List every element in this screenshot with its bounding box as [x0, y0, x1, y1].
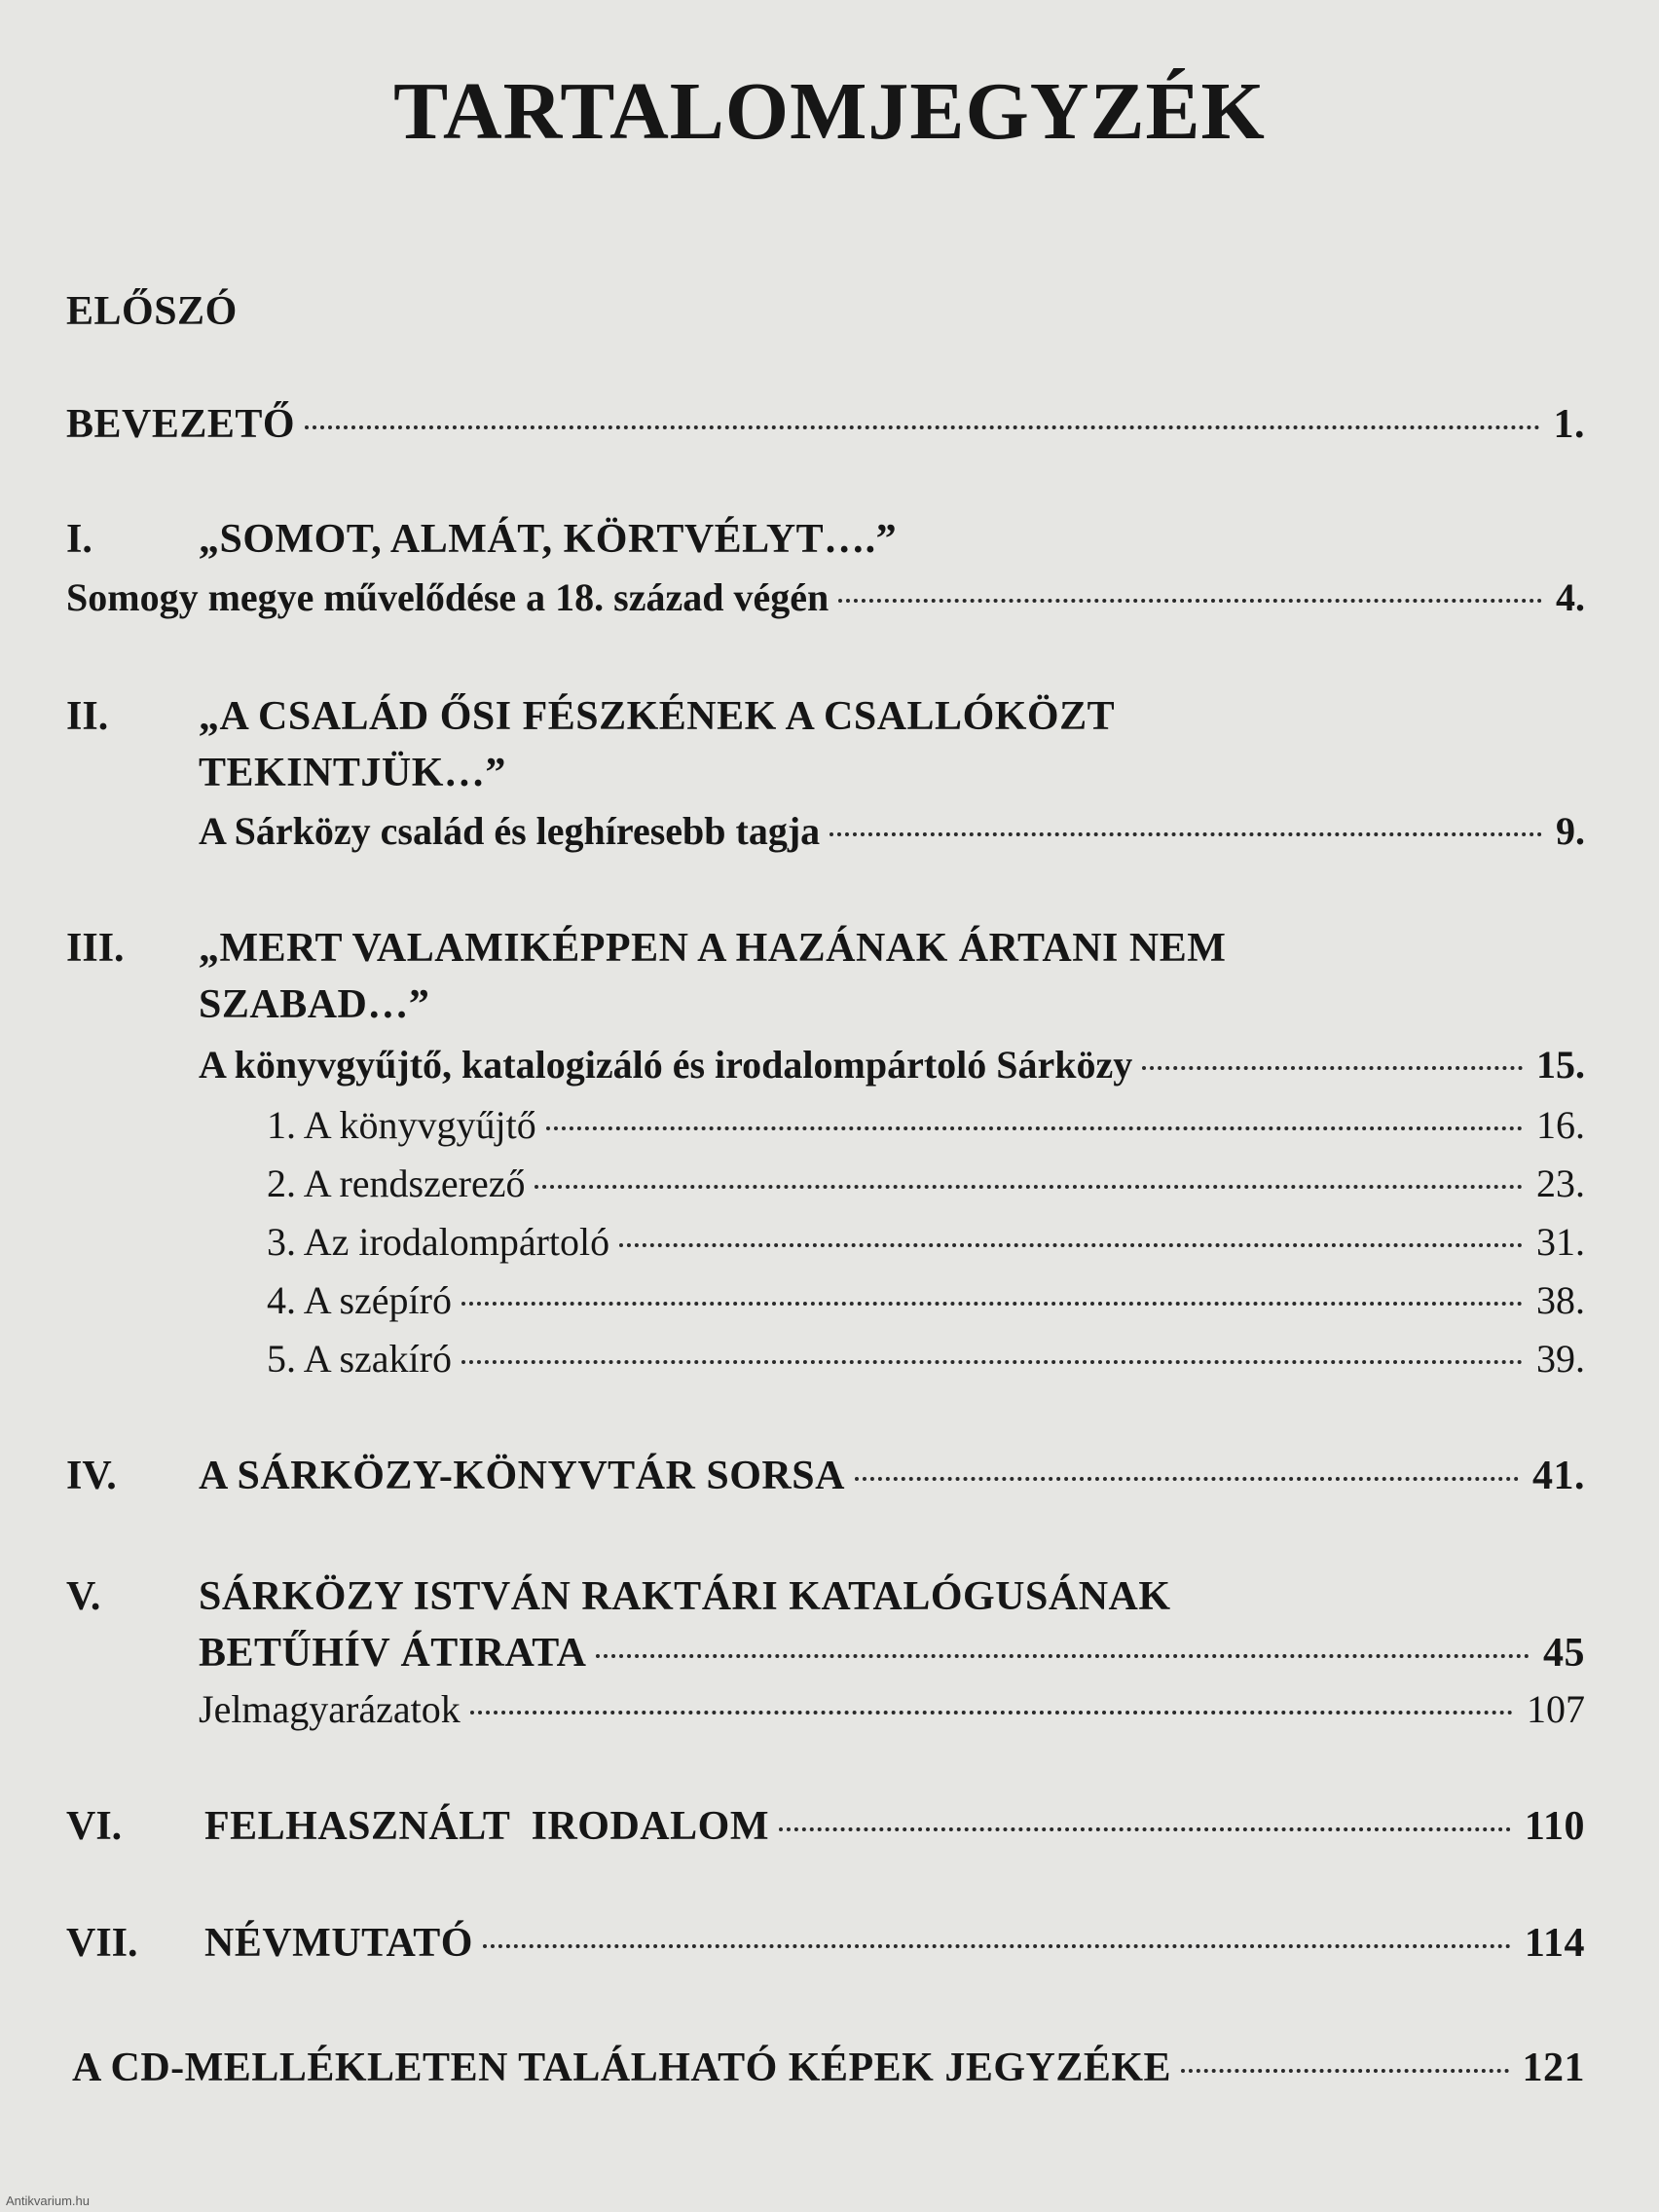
- chapter-number: V.: [66, 1574, 101, 1619]
- entry-label: NÉVMUTATÓ: [204, 1921, 473, 1966]
- toc-entry-ch6: [204, 1803, 1585, 1850]
- toc-entry-ch1-title: [199, 516, 897, 563]
- dot-leader: [470, 1711, 1513, 1714]
- chapter-number: III.: [66, 926, 125, 971]
- toc-entry-eloszo: [66, 288, 238, 335]
- toc-section-5: [267, 1336, 1585, 1382]
- toc-entry-ch2-title-line2: [199, 750, 506, 796]
- section-label: 4. A szépíró: [267, 1278, 452, 1322]
- chapter-number: IV.: [66, 1454, 117, 1498]
- entry-label: SZABAD…”: [199, 982, 430, 1027]
- page-number: 31.: [1536, 1220, 1585, 1264]
- dot-leader: [483, 1944, 1511, 1948]
- toc-entry-ch1-subtitle: [66, 574, 1585, 621]
- entry-label: „A CSALÁD ŐSI FÉSZKÉNEK A CSALLÓKÖZT: [199, 694, 1116, 739]
- toc-entry-ch5-title-line2: [199, 1630, 1585, 1677]
- page-number: 45: [1543, 1631, 1585, 1676]
- dot-leader: [838, 599, 1542, 603]
- page-number: 41.: [1532, 1454, 1585, 1498]
- dot-leader: [535, 1185, 1523, 1189]
- entry-label: A könyvgyűjtő, katalogizáló és irodalompártoló Sárközy: [199, 1043, 1133, 1087]
- toc-section-1: [267, 1102, 1585, 1149]
- toc-entry-ch3-title-line2: [199, 981, 429, 1028]
- toc-entry-ch3-subtitle: [199, 1042, 1585, 1088]
- page-title: TARTALOMJEGYZÉK: [393, 66, 1266, 157]
- toc-section-3: [267, 1219, 1585, 1266]
- page-number: 23.: [1536, 1161, 1585, 1205]
- toc-entry-ch5-title-line1: [199, 1573, 1171, 1620]
- entry-label: FELHASZNÁLT IRODALOM: [204, 1804, 769, 1849]
- page-number: 15.: [1536, 1043, 1585, 1087]
- entry-label: A CD-MELLÉKLETEN TALÁLHATÓ KÉPEK JEGYZÉKE: [72, 2046, 1172, 2090]
- toc-entry-bevezeto: [66, 401, 1585, 448]
- toc-entry-ch3-title-line1: [199, 925, 1226, 972]
- dot-leader: [1142, 1066, 1523, 1070]
- dot-leader: [596, 1654, 1530, 1658]
- section-label: 2. A rendszerező: [267, 1161, 526, 1205]
- entry-label: „SOMOT, ALMÁT, KÖRTVÉLYT….”: [199, 517, 898, 562]
- entry-label: BETŰHÍV ÁTIRATA: [199, 1631, 587, 1676]
- dot-leader: [305, 425, 1539, 429]
- section-label: Jelmagyarázatok: [199, 1687, 461, 1731]
- watermark: Antikvarium.hu: [6, 2194, 90, 2208]
- entry-label: ELŐSZÓ: [66, 289, 238, 334]
- toc-entry-ch4: [199, 1453, 1585, 1499]
- dot-leader: [461, 1360, 1523, 1364]
- toc-entry-ch2-title-line1: [199, 693, 1115, 740]
- page-number: 1.: [1553, 402, 1585, 447]
- toc-section-2: [267, 1161, 1585, 1207]
- toc-entry-ch7: [204, 1920, 1585, 1967]
- entry-label: BEVEZETŐ: [66, 402, 296, 447]
- dot-leader: [855, 1477, 1519, 1481]
- chapter-number: VII.: [66, 1921, 138, 1966]
- dot-leader: [461, 1302, 1523, 1306]
- page-number: 39.: [1536, 1337, 1585, 1381]
- page-number: 16.: [1536, 1103, 1585, 1147]
- entry-label: „MERT VALAMIKÉPPEN A HAZÁNAK ÁRTANI NEM: [199, 926, 1227, 971]
- toc-section-4: [267, 1277, 1585, 1324]
- entry-label: A Sárközy család és leghíresebb tagja: [199, 809, 821, 853]
- chapter-number: I.: [66, 517, 92, 562]
- page-number: 121: [1522, 2046, 1585, 2090]
- entry-label: Somogy megye művelődése a 18. század végén: [66, 575, 830, 619]
- page-number: 4.: [1556, 575, 1585, 619]
- section-label: 5. A szakíró: [267, 1337, 452, 1381]
- section-label: 3. Az irodalompártoló: [267, 1220, 610, 1264]
- dot-leader: [830, 832, 1542, 836]
- chapter-number: II.: [66, 694, 109, 739]
- toc-entry-ch2-subtitle: [199, 808, 1585, 855]
- toc-entry-cd: [72, 2045, 1585, 2091]
- entry-label: SÁRKÖZY ISTVÁN RAKTÁRI KATALÓGUSÁNAK: [199, 1574, 1171, 1619]
- page-number: 107: [1527, 1687, 1585, 1731]
- entry-label: A SÁRKÖZY-KÖNYVTÁR SORSA: [199, 1454, 845, 1498]
- dot-leader: [1181, 2069, 1508, 2073]
- page-number: 38.: [1536, 1278, 1585, 1322]
- page-number: 9.: [1556, 809, 1585, 853]
- chapter-number: VI.: [66, 1804, 123, 1849]
- dot-leader: [619, 1243, 1523, 1247]
- page-number: 110: [1524, 1804, 1585, 1849]
- section-label: 1. A könyvgyűjtő: [267, 1103, 536, 1147]
- dot-leader: [546, 1126, 1523, 1130]
- toc-entry-ch5-sub: [199, 1686, 1585, 1733]
- page-number: 114: [1524, 1921, 1585, 1966]
- entry-label: TEKINTJÜK…”: [199, 751, 506, 795]
- dot-leader: [779, 1827, 1511, 1831]
